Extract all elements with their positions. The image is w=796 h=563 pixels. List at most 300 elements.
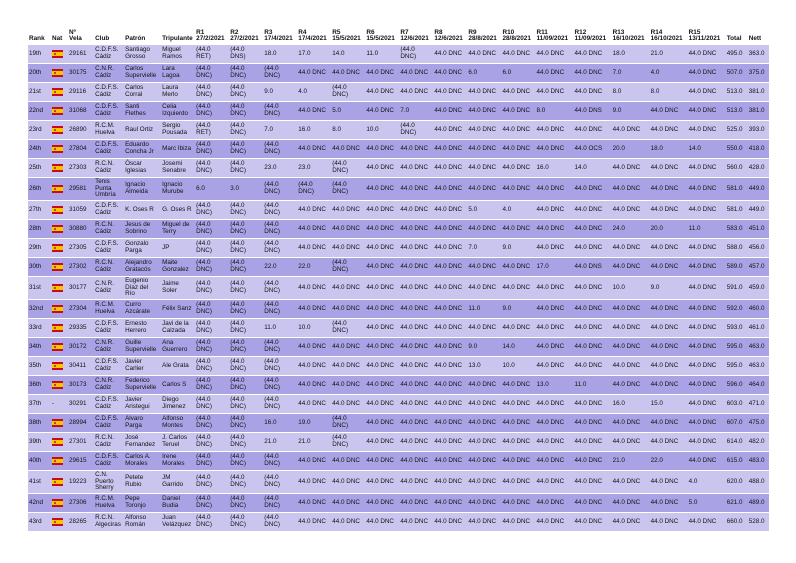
race-cell-line: 20.0 [612,144,625,152]
race-cell-line: 10.0 [612,283,625,291]
race-cell [612,395,650,414]
race-cell [399,121,433,140]
race-cell-line: (44.0 [332,160,347,168]
club-cell-line: R.C.N. [95,434,114,442]
race-cell-line: 44.0 DNC [536,184,565,192]
race-cell-line: (44.0 [230,320,245,328]
spain-flag-icon [52,478,63,486]
race-cell-line: 44.0 DNC [366,144,394,152]
race-cell-line: 44.0 DNC [298,283,326,291]
race-cell-line: 44.0 DNC [366,304,394,312]
race-cell [229,277,263,300]
tripulante-cell-line: J. Carlos [162,434,187,442]
race-cell [574,395,612,414]
race-cell [399,319,433,338]
race-cell-line: (44.0 [230,339,245,347]
race-cell-line: 18.0 [612,49,625,57]
race-cell [467,319,501,338]
race-cell [365,102,399,121]
race-cell-line: 44.0 DNC [650,361,679,369]
spain-flag-icon [52,263,63,271]
race-cell-line: (44.0 [230,301,245,309]
race-cell-line: 44.0 DNC [536,224,565,232]
club-cell-line: R.C.N. [95,221,114,229]
race-cell-line: 44.0 DNC [502,184,531,192]
race-cell-line: 44.0 DNC [536,456,565,464]
race-cell-line: 44.0 DNC [688,68,717,76]
tripulante-cell-line: Ramos [162,53,183,60]
race-cell-line: 10.0 [502,361,515,369]
race-cell [195,220,229,239]
race-cell-line: 44.0 DNC [298,68,326,76]
race-cell-line: 44.0 DNC [574,517,603,525]
race-name: R11 [536,28,548,36]
race-name: R7 [400,28,409,36]
nat-cell [51,513,68,532]
race-cell [501,452,535,471]
race-cell [263,319,297,338]
race-cell-line: (44.0 [196,453,211,461]
race-cell [195,471,229,494]
race-cell [650,102,688,121]
club-cell [94,376,124,395]
race-cell [650,201,688,220]
club-cell-line: R.C.M. [95,122,115,130]
race-cell [688,338,726,357]
race-cell [688,239,726,258]
tripulante-cell-line: Diego [162,396,179,404]
race-cell-line: (44.0 [264,358,279,366]
race-cell-line: 44.0 DNC [332,498,360,506]
race-cell-line: (44.0 [400,122,415,130]
race-cell [467,433,501,452]
table-row [28,239,769,258]
race-cell [195,45,229,64]
race-cell-line: 44.0 DNC [688,323,717,331]
race-cell-line: 44.0 DNC [612,163,641,171]
patron-cell [124,220,161,239]
race-cell-line: (44.0 [332,181,347,189]
nat-empty: - [52,399,55,407]
tripulante-cell-line: Pousada [162,129,187,136]
patron-cell [124,433,161,452]
rank-cell: 26th [28,178,51,201]
race-cell-line: 44.0 DNC [612,243,641,251]
race-cell-line: (44.0 [264,301,279,309]
tripulante-cell-line: Gonzalez [162,266,189,273]
race-cell-line: 44.0 DNC [400,262,429,270]
race-cell-line: 44.0 DNC [366,498,394,506]
race-cell [229,433,263,452]
race-cell-line: 44.0 DNC [650,163,679,171]
race-cell-line: 44.0 DNC [468,184,497,192]
tripulante-cell [161,414,195,433]
tripulante-cell-line: Javi de la [162,320,189,328]
rank-cell: 29th [28,239,51,258]
race-cell [229,494,263,513]
race-cell [229,239,263,258]
race-cell [501,201,535,220]
race-cell [195,277,229,300]
race-cell [229,178,263,201]
patron-cell-line: Herrero [125,327,147,334]
race-cell [535,452,573,471]
race-cell-line: (44.0 [196,202,211,210]
race-cell-line: 4.0 [650,68,660,76]
race-cell [574,471,612,494]
race-cell-line: DNC) [332,441,349,448]
race-cell-line: 44.0 DNC [650,418,679,426]
race-cell-line: 44.0 DNC [468,262,497,270]
patron-cell-line: Gratacós [125,266,151,273]
race-cell-line: 44.0 DNC [612,380,641,388]
race-cell-line: 8.0 [612,87,622,95]
race-cell-line: 44.0 DNC [574,418,603,426]
race-cell [433,452,467,471]
race-cell-line: 10.0 [366,125,379,133]
race-cell [574,452,612,471]
race-cell-line: DNC) [196,167,212,174]
header-race-13 [612,26,650,45]
race-cell-line: 44.0 DNC [434,68,463,76]
tripulante-cell [161,300,195,319]
race-cell [467,395,501,414]
table-row [28,414,769,433]
nett-cell: 451.0 [748,220,769,239]
race-cell-line: DNC) [264,188,280,195]
race-cell-line: 44.0 DNC [400,456,429,464]
race-cell [297,140,331,159]
race-cell-line: DNC) [230,365,246,372]
race-cell-line: 8.0 [536,106,546,114]
race-cell-line: 44.0 DNC [400,68,429,76]
race-cell [297,376,331,395]
race-cell [535,357,573,376]
header-row [28,26,769,45]
race-cell-line: 8.0 [650,87,660,95]
race-cell-line: DNC) [264,365,280,372]
race-cell-line: 44.0 DNC [434,163,463,171]
total-cell: 507.0 [726,64,748,83]
race-cell [650,376,688,395]
race-cell [195,513,229,532]
table-row [28,471,769,494]
club-cell-line: C.D.F.S. [95,320,119,328]
race-cell-line: 44.0 DNC [468,418,497,426]
race-cell-line: 44.0 DNC [468,399,497,407]
race-cell [229,64,263,83]
club-cell [94,494,124,513]
race-cell-line: 44.0 DNC [574,304,603,312]
race-cell [195,376,229,395]
race-cell-line: 44.0 DNC [400,361,429,369]
race-cell-line: DNC) [264,228,280,235]
table-row [28,45,769,64]
race-cell-line: 44.0 DNC [298,498,326,506]
club-cell-line: C.N. [95,471,108,479]
club-cell-line: Cádiz [95,266,112,273]
race-cell [297,513,331,532]
race-cell [365,338,399,357]
race-cell [297,220,331,239]
race-cell [650,395,688,414]
race-cell [574,102,612,121]
race-cell [574,376,612,395]
race-cell [297,159,331,178]
race-cell [399,338,433,357]
race-cell [229,45,263,64]
race-cell-line: 9.0 [468,342,478,350]
race-cell-line: 16.0 [612,399,625,407]
race-cell-line: 44.0 DNC [650,517,679,525]
race-cell-line: 44.0 DNC [536,144,565,152]
race-date: 15/5/2021 [332,35,361,43]
race-cell [331,83,365,102]
race-cell [433,319,467,338]
race-cell [331,494,365,513]
race-cell-line: 4.0 [298,87,308,95]
race-cell-line: 44.0 DNC [536,361,565,369]
race-cell [263,433,297,452]
patron-cell-line: Eugenio [125,277,149,285]
race-cell [612,277,650,300]
race-cell [229,376,263,395]
nat-cell [51,239,68,258]
race-cell-line: 44.0 DNC [502,144,531,152]
total-cell: 581.0 [726,201,748,220]
race-cell [535,414,573,433]
tripulante-cell [161,178,195,201]
nat-cell [51,258,68,277]
race-name: R1 [196,28,205,36]
race-cell-line: (44.0 [264,181,279,189]
race-cell [688,178,726,201]
patron-cell-line: Concha Jr [125,148,154,155]
race-cell [331,239,365,258]
race-cell [331,159,365,178]
race-cell-line: 44.0 DNC [650,477,679,485]
table-row [28,277,769,300]
race-cell [297,357,331,376]
vela-cell: 30172 [68,338,94,357]
race-cell-line: 44.0 DNC [332,380,360,388]
tripulante-cell-line: Celia [162,103,177,111]
patron-cell [124,319,161,338]
race-cell-line: DNC) [230,247,246,254]
race-cell [650,433,688,452]
race-cell-line: DNC) [196,481,212,488]
race-cell-line: 44.0 DNC [536,243,565,251]
race-cell-line: 44.0 DNC [612,418,641,426]
race-cell-line: DNC) [196,148,212,155]
club-cell [94,513,124,532]
race-cell-line: (44.0 [196,259,211,267]
race-cell [612,338,650,357]
race-cell-line: 44.0 DNC [688,418,717,426]
race-cell [399,277,433,300]
race-cell [331,414,365,433]
tripulante-cell [161,494,195,513]
race-cell-line: DNC) [196,308,212,315]
race-name: R10 [502,28,515,36]
race-cell-line: 15.0 [650,399,663,407]
race-cell [195,300,229,319]
club-cell-line: Cádiz [95,346,112,353]
race-cell [650,178,688,201]
race-cell [331,201,365,220]
race-cell [467,220,501,239]
race-cell-line: 44.0 DNC [332,205,360,213]
tripulante-cell-line: Irene [162,453,177,461]
race-cell [263,494,297,513]
race-cell [501,220,535,239]
patron-cell [124,258,161,277]
race-cell-line: (44.0 [196,65,211,73]
total-cell: 615.0 [726,452,748,471]
race-cell-line: DNC) [264,481,280,488]
race-cell [263,338,297,357]
race-cell-line: 10.0 [298,323,311,331]
header-race-6 [365,26,399,45]
race-cell-line: 44.0 DNC [332,361,360,369]
race-cell [467,121,501,140]
race-cell-line: 44.0 DNS [574,262,602,270]
race-cell [650,64,688,83]
race-cell-line: 44.0 DNC [688,361,717,369]
club-cell-line: R.C.N. [95,514,114,522]
race-cell [297,239,331,258]
nat-cell [51,452,68,471]
race-cell [612,433,650,452]
race-cell-line: 44.0 DNC [366,68,394,76]
race-cell [399,159,433,178]
race-cell [574,300,612,319]
race-cell [535,201,573,220]
race-cell-line: 44.0 DNC [574,49,603,57]
race-cell-line: 44.0 DNC [434,456,463,464]
total-cell: 591.0 [726,277,748,300]
patron-cell [124,239,161,258]
club-cell-line: Cádiz [95,422,112,429]
race-cell-line: 4.0 [502,205,512,213]
race-cell-line: DNC) [196,384,212,391]
race-cell-line: (44.0 [230,415,245,423]
race-cell [535,83,573,102]
race-cell-line: 44.0 DNC [650,184,679,192]
tripulante-cell-line: G. Oses R [162,205,192,213]
race-cell-line: 44.0 DNC [468,380,497,388]
race-cell [650,121,688,140]
race-cell [467,414,501,433]
race-cell-line: 9.0 [502,243,512,251]
race-cell-line: 9.0 [612,106,622,114]
race-cell-line: 44.0 DNC [650,243,679,251]
race-cell-line: 44.0 DNC [574,283,603,291]
race-cell-line: (44.0 [332,259,347,267]
race-cell-line: DNC) [230,228,246,235]
race-cell-line: (44.0 [264,495,279,503]
race-cell-line: 44.0 DNC [366,283,394,291]
race-cell [433,338,467,357]
race-name: R3 [264,28,273,36]
club-cell-line: Cádiz [95,167,112,174]
nett-cell: 463.0 [748,338,769,357]
table-row [28,433,769,452]
race-cell [612,414,650,433]
nat-cell [51,414,68,433]
race-cell-line: 44.0 DNC [332,224,360,232]
race-cell-line: DNC) [230,308,246,315]
race-cell-line: 44.0 DNC [688,456,717,464]
race-cell [365,178,399,201]
table-row [28,319,769,338]
tripulante-cell-line: Ignacio [162,181,183,189]
race-cell-line: (44.0 [196,514,211,522]
race-cell [688,258,726,277]
race-cell-line: 9.0 [650,283,660,291]
patron-cell-line: Curro [125,301,141,309]
race-cell-line: DNC) [196,209,212,216]
race-cell-line: (44.0 [196,141,211,149]
race-cell-line: 44.0 DNC [434,224,463,232]
nett-cell: 375.0 [748,64,769,83]
race-cell [650,471,688,494]
race-cell [297,45,331,64]
race-cell-line: 22.0 [264,262,277,270]
race-cell [650,239,688,258]
table-row [28,64,769,83]
race-cell-line: (44.0 [264,103,279,111]
race-cell [297,300,331,319]
spain-flag-icon [52,206,63,214]
race-cell-line: 44.0 DNC [502,283,531,291]
race-cell [365,239,399,258]
race-cell-line: 44.0 DNC [574,437,603,445]
race-cell [365,433,399,452]
header-race-9 [467,26,501,45]
race-cell-line: 24.0 [612,224,625,232]
race-cell [574,357,612,376]
race-cell-line: 21.0 [650,49,663,57]
race-cell [195,414,229,433]
race-name: R13 [612,28,625,36]
race-cell [501,414,535,433]
race-cell-line: 44.0 DNC [650,380,679,388]
race-cell-line: DNC) [196,460,212,467]
race-cell [331,45,365,64]
spain-flag-icon [52,225,63,233]
race-cell-line: 44.0 DNC [502,477,531,485]
race-cell-line: 44.0 DNC [434,184,463,192]
patron-cell-line: Corral [125,91,143,98]
race-cell [331,277,365,300]
patron-cell [124,376,161,395]
tripulante-cell-line: Calzada [162,327,186,334]
race-cell-line: 11.0 [264,323,277,331]
race-cell [365,414,399,433]
table-row [28,395,769,414]
rank-cell: 33rd [28,319,51,338]
rank-cell: 42nd [28,494,51,513]
tripulante-cell-line: Juan [162,514,176,522]
race-cell [263,414,297,433]
race-cell [650,83,688,102]
club-cell-line: Cádiz [95,91,112,98]
race-cell [263,239,297,258]
race-cell-line: 44.0 DNC [298,342,326,350]
club-cell-line: C.D.F.S. [95,141,119,149]
race-cell-line: DNC) [264,502,280,509]
